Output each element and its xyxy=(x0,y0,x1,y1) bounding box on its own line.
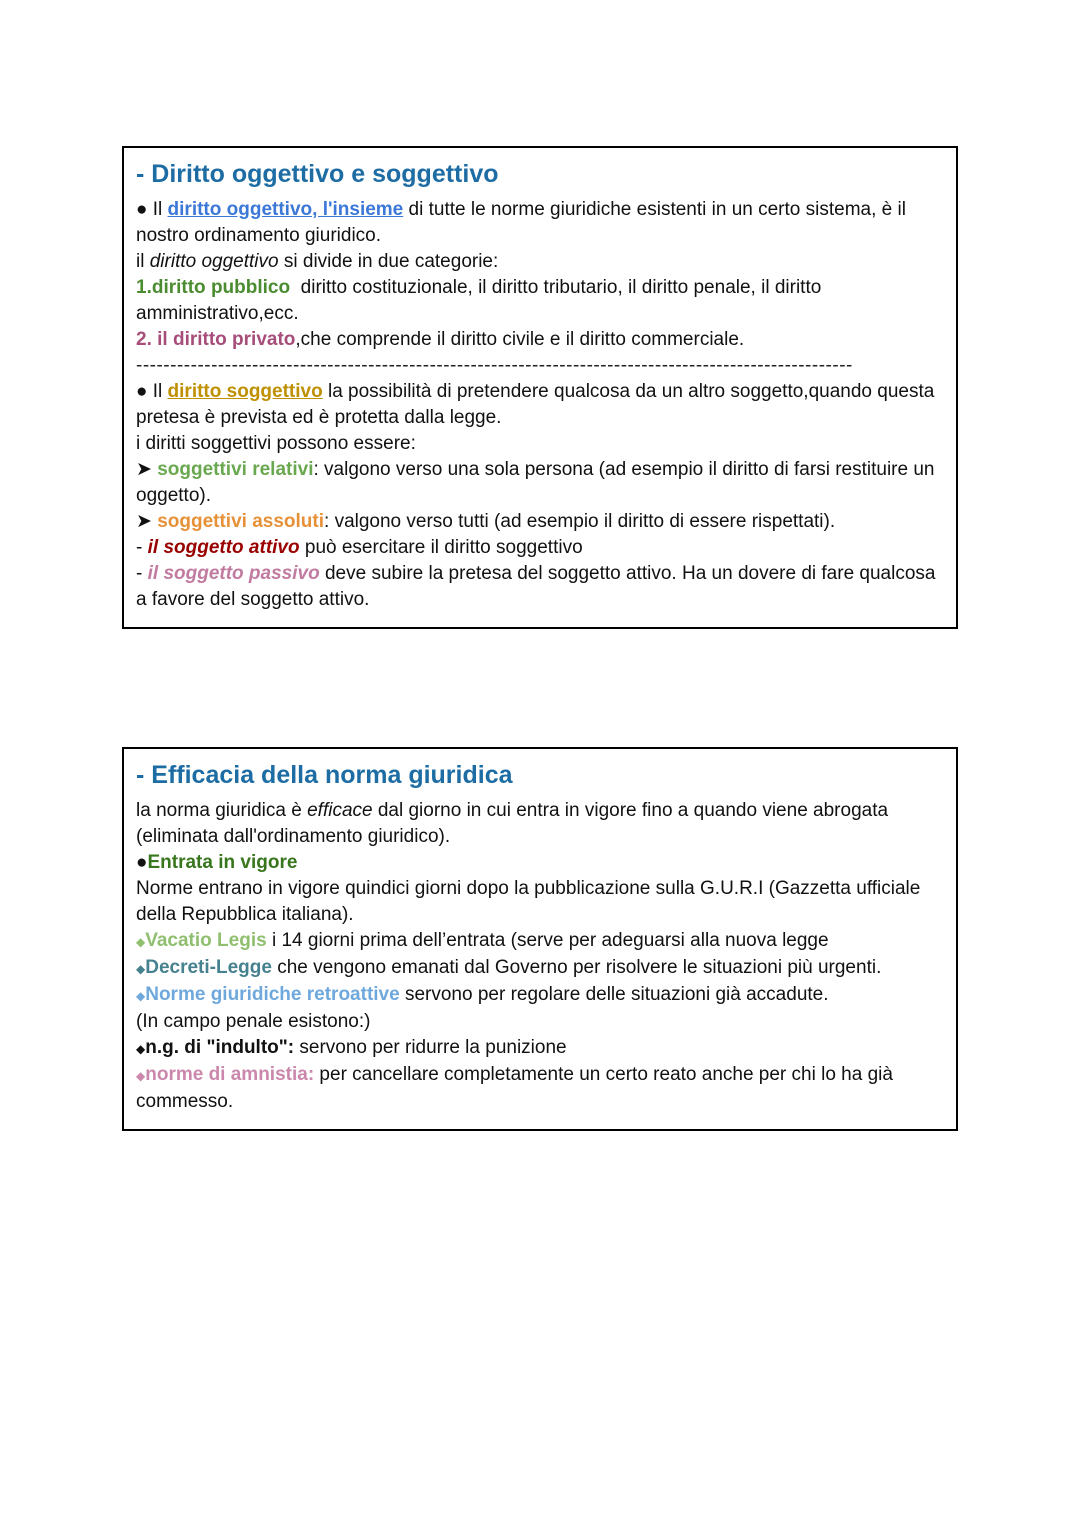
paragraph xyxy=(136,1062,942,1115)
paragraph xyxy=(136,379,942,431)
paragraph xyxy=(136,850,942,876)
bullet-dot-icon: ● xyxy=(136,381,153,402)
text-run: la norma giuridica è xyxy=(136,800,308,821)
text-run: la possibilità di pretendere qualcosa da un altro soggetto,quando questa pretesa è prevista ed è protetta dalla legge. xyxy=(136,381,940,428)
text-run: - xyxy=(136,563,148,584)
paragraph xyxy=(136,955,942,982)
note-box-1 xyxy=(122,146,958,629)
box-content xyxy=(136,197,942,613)
term-diritto-pubblico: 1.diritto pubblico xyxy=(136,277,291,298)
paragraph xyxy=(136,275,942,327)
paragraph xyxy=(136,798,942,850)
paragraph xyxy=(136,535,942,561)
text-run: : valgono verso tutti (ad esempio il diritto di essere rispettati). xyxy=(324,511,836,532)
text-run: Norme entrano in vigore quindici giorni dopo la pubblicazione sulla G.U.R.I (Gazzetta ufficiale della Repubblica italiana). xyxy=(136,878,926,925)
text-run: servono per regolare delle situazioni già accadute. xyxy=(399,984,829,1005)
text-run: : valgono verso una sola persona (ad esempio il diritto di farsi restituire un oggetto). xyxy=(136,459,940,506)
text-run: il xyxy=(136,251,150,272)
diamond-bullet-icon: ◆ xyxy=(136,935,146,949)
paragraph xyxy=(136,876,942,928)
diamond-bullet-icon: ◆ xyxy=(136,989,146,1003)
arrow-bullet-icon: ➤ xyxy=(136,511,158,532)
diamond-bullet-icon: ◆ xyxy=(136,1042,146,1056)
text-run: i 14 giorni prima dell’entrata (serve per adeguarsi alla nuova legge xyxy=(266,930,829,951)
term-diritto-privato: 2. il diritto privato xyxy=(136,329,296,350)
term-diritto-oggettivo: diritto oggettivo, l'insieme xyxy=(167,199,404,220)
term-soggettivi-assoluti: soggettivi assoluti xyxy=(157,511,325,532)
separator-dashes: --------------------------------------------------------------------------------------------------------- xyxy=(136,355,853,376)
text-run: Il xyxy=(152,381,168,402)
term-soggettivi-relativi: soggettivi relativi xyxy=(157,459,314,480)
text-run: può esercitare il diritto soggettivo xyxy=(299,537,583,558)
term-amnistia: norme di amnistia: xyxy=(145,1064,315,1085)
text-run: per cancellare completamente un certo reato anche per chi lo ha già commesso. xyxy=(136,1064,899,1112)
note-box-2 xyxy=(122,747,958,1131)
paragraph xyxy=(136,928,942,955)
paragraph xyxy=(136,197,942,249)
diamond-bullet-icon: ◆ xyxy=(136,962,146,976)
bullet-dot-icon: ● xyxy=(136,199,153,220)
arrow-bullet-icon: ➤ xyxy=(136,459,158,480)
text-run: (In campo penale esistono:) xyxy=(136,1011,371,1032)
text-run: deve subire la pretesa del soggetto attivo. Ha un dovere di fare qualcosa a favore del soggetto attivo. xyxy=(136,563,941,610)
text-run: diritto costituzionale, il diritto tributario, il diritto penale, il diritto amministrativo,ecc. xyxy=(136,277,827,324)
paragraph xyxy=(136,353,942,379)
text-run: - xyxy=(136,537,148,558)
paragraph xyxy=(136,457,942,509)
text-run: servono per ridurre la punizione xyxy=(294,1037,567,1058)
term-entrata-in-vigore: Entrata in vigore xyxy=(147,852,298,873)
term-diritto-soggettivo: diritto soggettivo xyxy=(167,381,323,402)
paragraph xyxy=(136,431,942,457)
text-run: che vengono emanati dal Governo per risolvere le situazioni più urgenti. xyxy=(271,957,882,978)
text-run: si divide in due categorie: xyxy=(278,251,499,272)
text-run: di tutte le norme giuridiche esistenti in un certo sistema, è il nostro ordinamento giuridico. xyxy=(136,199,912,246)
paragraph xyxy=(136,509,942,535)
text-run: diritto oggettivo xyxy=(149,251,279,272)
term-decreti-legge: Decreti-Legge xyxy=(145,957,272,978)
bullet-dot-icon: ● xyxy=(136,852,148,873)
term-vacatio-legis: Vacatio Legis xyxy=(145,930,267,951)
box-title: - Efficacia della norma giuridica xyxy=(136,761,513,789)
text-run: i diritti soggettivi possono essere: xyxy=(136,433,416,454)
term-soggetto-attivo: il soggetto attivo xyxy=(147,537,300,558)
paragraph xyxy=(136,982,942,1009)
paragraph xyxy=(136,561,942,613)
term-soggetto-passivo: il soggetto passivo xyxy=(147,563,320,584)
paragraph xyxy=(136,249,942,275)
paragraph xyxy=(136,1035,942,1062)
text-run: efficace xyxy=(307,800,373,821)
text-run: Il xyxy=(152,199,168,220)
box-title: - Diritto oggettivo e soggettivo xyxy=(136,160,499,188)
diamond-bullet-icon: ◆ xyxy=(136,1069,146,1083)
text-run: ,che comprende il diritto civile e il diritto commerciale. xyxy=(295,329,745,350)
text-run: dal giorno in cui entra in vigore fino a quando viene abrogata (eliminata dall'ordinamento giuridico). xyxy=(136,800,894,847)
box-content xyxy=(136,798,942,1115)
term-norme-retroattive: Norme giuridiche retroattive xyxy=(145,984,400,1005)
term-indulto: n.g. di "indulto": xyxy=(145,1037,295,1058)
paragraph xyxy=(136,327,942,353)
paragraph xyxy=(136,1009,942,1035)
